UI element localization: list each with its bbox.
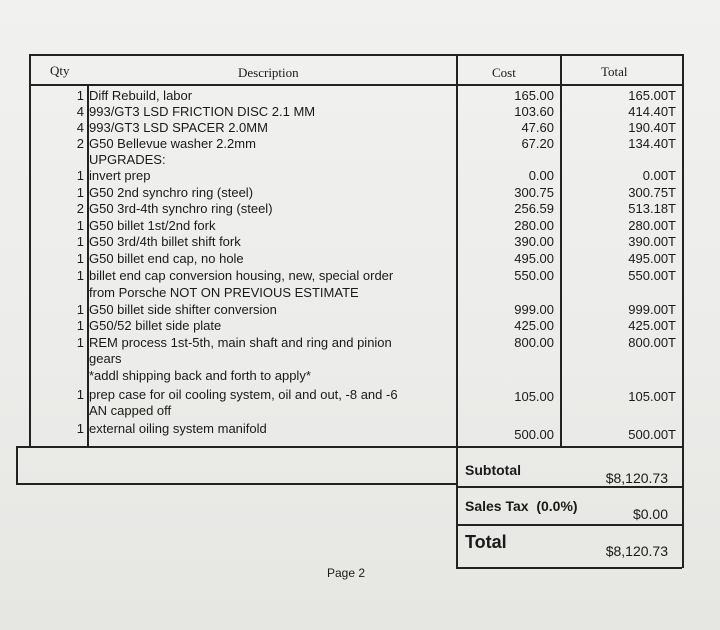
desc-cost-divider xyxy=(456,54,458,446)
row-total: 105.00T xyxy=(628,389,676,404)
row-cost: 495.00 xyxy=(514,251,554,266)
total-label: Total xyxy=(465,532,507,552)
subtotal-label: Subtotal xyxy=(465,462,521,478)
row-qty: 1 xyxy=(76,168,84,183)
row-qty: 2 xyxy=(76,201,84,216)
header-cost: Cost xyxy=(492,65,516,80)
row-cost: 256.59 xyxy=(514,201,554,216)
row-description: gears xyxy=(89,351,122,366)
row-cost: 103.60 xyxy=(514,104,554,119)
row-total: 0.00T xyxy=(642,168,676,183)
row-total: 414.40T xyxy=(628,104,676,119)
cost-total-divider xyxy=(560,54,562,446)
row-qty: 1 xyxy=(76,88,84,103)
row-qty: 2 xyxy=(76,136,84,151)
row-cost: 105.00 xyxy=(514,389,554,404)
row-description: external oiling system manifold xyxy=(89,421,267,436)
page-number: Page 2 xyxy=(327,566,366,580)
row-description: prep case for oil cooling system, oil and out, -8 and -6 xyxy=(89,387,398,402)
subtotal-value: $8,120.73 xyxy=(605,470,668,486)
table-left-border-lower xyxy=(16,446,18,484)
row-qty: 1 xyxy=(76,421,84,436)
row-description: G50 billet side shifter conversion xyxy=(89,302,277,317)
row-total: 280.00T xyxy=(628,218,676,233)
row-description: billet end cap conversion housing, new, special order xyxy=(89,268,394,283)
row-description: REM process 1st-5th, main shaft and ring and pinion xyxy=(89,335,392,350)
notes-box-bottom xyxy=(16,483,457,485)
row-description: 993/GT3 LSD SPACER 2.0MM xyxy=(89,120,268,135)
header-qty: Qty xyxy=(50,63,70,78)
row-description: G50 3rd/4th billet shift fork xyxy=(89,234,241,249)
sales-tax-value: $0.00 xyxy=(632,506,668,522)
row-cost: 300.75 xyxy=(514,185,554,200)
row-qty: 4 xyxy=(76,104,84,119)
table-top-border xyxy=(29,54,683,56)
row-cost: 425.00 xyxy=(514,318,554,333)
row-qty: 1 xyxy=(76,335,84,350)
row-qty: 1 xyxy=(76,387,84,402)
row-qty: 1 xyxy=(76,185,84,200)
row-total: 300.75T xyxy=(628,185,676,200)
row-total: 134.40T xyxy=(628,136,676,151)
row-cost: 47.60 xyxy=(521,120,554,135)
row-cost: 999.00 xyxy=(514,302,554,317)
table-header-divider xyxy=(29,84,683,86)
row-total: 500.00T xyxy=(628,427,676,442)
row-total: 800.00T xyxy=(628,335,676,350)
row-cost: 280.00 xyxy=(514,218,554,233)
row-total: 190.40T xyxy=(628,120,676,135)
row-qty: 4 xyxy=(76,120,84,135)
header-total: Total xyxy=(601,64,628,79)
row-cost: 67.20 xyxy=(521,136,554,151)
row-total: 495.00T xyxy=(628,251,676,266)
row-cost: 165.00 xyxy=(514,88,554,103)
table-body-bottom xyxy=(16,446,684,448)
row-description: UPGRADES: xyxy=(89,152,166,167)
row-qty: 1 xyxy=(76,302,84,317)
summary-left-border xyxy=(456,446,458,568)
row-qty: 1 xyxy=(76,234,84,249)
summary-divider-2 xyxy=(456,524,682,526)
row-cost: 550.00 xyxy=(514,268,554,283)
row-description: AN capped off xyxy=(89,403,172,418)
row-cost: 390.00 xyxy=(514,234,554,249)
row-description: from Porsche NOT ON PREVIOUS ESTIMATE xyxy=(89,285,359,300)
row-total: 550.00T xyxy=(628,268,676,283)
total-value: $8,120.73 xyxy=(605,543,668,559)
summary-divider-1 xyxy=(456,486,682,488)
row-qty: 1 xyxy=(76,268,84,283)
row-description: G50 billet 1st/2nd fork xyxy=(89,218,216,233)
summary-right-border xyxy=(682,446,684,568)
row-description: G50/52 billet side plate xyxy=(89,318,222,333)
header-description: Description xyxy=(238,65,299,80)
row-cost: 500.00 xyxy=(514,427,554,442)
row-description: G50 3rd-4th synchro ring (steel) xyxy=(89,201,273,216)
row-total: 390.00T xyxy=(628,234,676,249)
row-description: G50 2nd synchro ring (steel) xyxy=(89,185,254,200)
row-cost: 0.00 xyxy=(528,168,554,183)
row-description: G50 billet end cap, no hole xyxy=(89,251,244,266)
row-description: *addl shipping back and forth to apply* xyxy=(89,368,311,383)
row-description: G50 Bellevue washer 2.2mm xyxy=(89,136,256,151)
row-total: 425.00T xyxy=(628,318,676,333)
table-right-border xyxy=(682,54,684,447)
row-total: 165.00T xyxy=(628,88,676,103)
sales-tax-label: Sales Tax (0.0%) xyxy=(465,498,578,514)
summary-bottom xyxy=(456,567,682,569)
row-qty: 1 xyxy=(76,251,84,266)
row-total: 513.18T xyxy=(628,201,676,216)
row-description: Diff Rebuild, labor xyxy=(89,88,193,103)
row-cost: 800.00 xyxy=(514,335,554,350)
row-qty: 1 xyxy=(76,318,84,333)
row-qty: 1 xyxy=(76,218,84,233)
row-total: 999.00T xyxy=(628,302,676,317)
row-description: invert prep xyxy=(89,168,151,183)
row-description: 993/GT3 LSD FRICTION DISC 2.1 MM xyxy=(89,104,316,119)
